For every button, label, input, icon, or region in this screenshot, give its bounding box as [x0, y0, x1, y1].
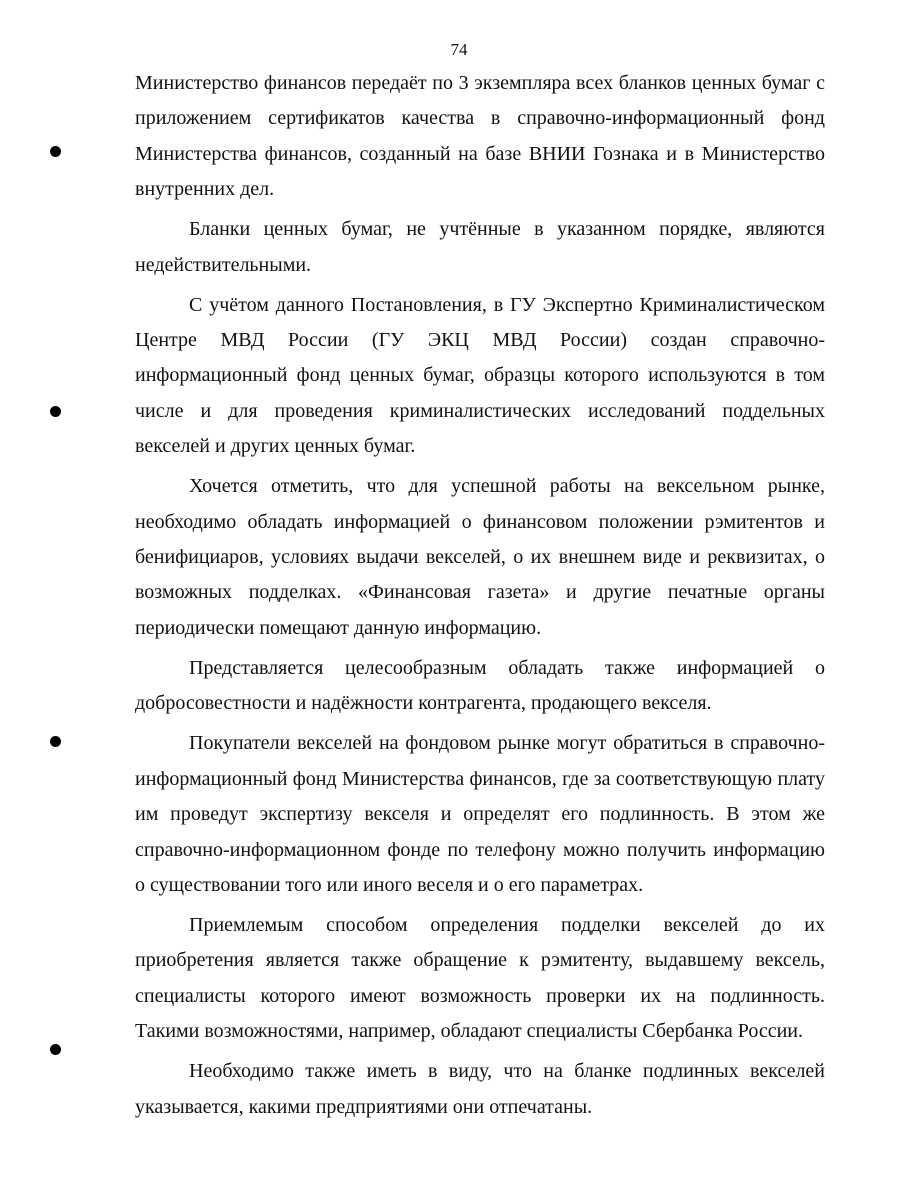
- paragraph-expertise: Покупатели векселей на фондовом рынке могут обратиться в справочно-информационный фонд Министерства финансов, где за соответствующую плату им проведут экспертизу векселя и определят его подлинность. В этом же справочно-информационном фонде по телефону можно получить информацию о существовании того или иного веселя и о его параметрах.: [135, 732, 825, 896]
- paragraph-counterparty: Представляется целесообразным обладать также информацией о добросовестности и надёжности контрагента, продающего векселя.: [135, 656, 825, 715]
- document-body: [135, 66, 825, 1130]
- paragraph-market-information: Хочется отметить, что для успешной работы на вексельном рынке, необходимо обладать информацией о финансовом положении рэмитентов и бенифициаров, условиях выдачи векселей, о их внешнем виде и реквизитах, о возможных подделках. «Финансовая газета» и другие печатные органы периодически помещают данную информацию.: [135, 475, 825, 639]
- punch-hole-mark: [50, 406, 61, 417]
- page-number: 74: [450, 40, 468, 59]
- punch-hole-mark: [50, 736, 61, 747]
- paragraph-issuer-check: Приемлемым способом определения подделки векселей до их приобретения является также обращение к рэмитенту, выдавшему вексель, специалисты которого имеют возможность проверки их на подлинность. Такими возможностями, например, обладают специалисты Сбербанка России.: [135, 913, 825, 1043]
- paragraph-printing-note: Необходимо также иметь в виду, что на бланке подлинных векселей указывается, какими предприятиями они отпечатаны.: [135, 1060, 825, 1118]
- paragraph-ekc-fund: С учётом данного Постановления, в ГУ Экспертно Криминалистическом Центре МВД России (ГУ ЭКЦ МВД России) создан справочно-информационный фонд ценных бумаг, образцы которого используются в том числе и для проведения криминалистических исследований поддельных векселей и других ценных бумаг.: [135, 293, 825, 458]
- punch-hole-mark: [50, 146, 61, 157]
- paragraph-continuation: Министерство финансов передаёт по 3 экземпляра всех бланков ценных бумаг с приложением сертификатов качества в справочно-информационный фонд Министерства финансов, созданный на базе ВНИИ Гознака и в Министерство внутренних дел.: [135, 72, 825, 201]
- paragraph-invalid-blanks: Бланки ценных бумаг, не учтённые в указанном порядке, являются недействительными.: [135, 218, 825, 276]
- punch-hole-mark: [50, 1044, 61, 1055]
